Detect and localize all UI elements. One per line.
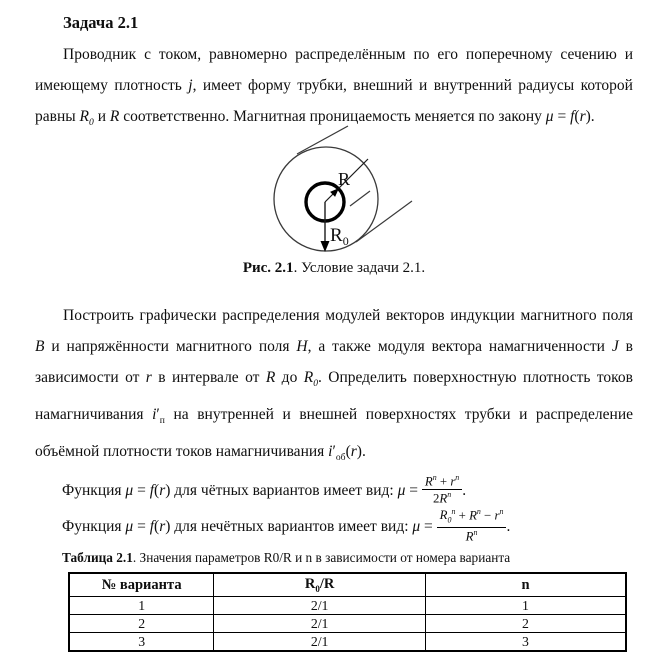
formula-odd-variants	[62, 509, 633, 545]
fraction-denominator: $R^n$	[465, 527, 478, 544]
problem-statement-paragraph: Проводник с током, равномерно распределённым по его поперечному сечению и имеющему плотность j, имеет форму трубки, внешний и внутренний радиусы которой равны $R_0$ и R соответственно. Магнитная проницаемость меняется по закону μ = f(r).	[35, 46, 633, 129]
page-title: Задача 2.1	[63, 13, 139, 32]
fraction-numerator: $R^n + r^n$	[422, 474, 462, 491]
formula-odd-prefix: Функция μ = f(r) для нечётных вариантов имеет вид: μ =	[62, 518, 437, 536]
header-variant-number: № варианта	[69, 573, 214, 597]
fraction-numerator: $R_0^n + R^n - r^n$	[437, 508, 507, 528]
table-caption	[62, 549, 633, 567]
figure-caption-number: Рис. 2.1	[242, 260, 294, 277]
tube-cross-section-figure	[240, 124, 430, 256]
fraction-denominator: $2R^n$	[432, 490, 452, 506]
formula-even-fraction	[422, 474, 462, 506]
header-radius-ratio: $R_0/R$	[214, 573, 426, 597]
outer-radius-circle	[274, 147, 378, 251]
cell-variant: 1	[69, 597, 214, 615]
figure-label-R0: $R_0$	[330, 225, 349, 249]
table-header-row	[69, 573, 626, 597]
cell-ratio: 2/1	[214, 615, 426, 633]
cell-n: 1	[425, 597, 626, 615]
formula-odd-fraction	[437, 508, 507, 543]
figure-caption	[35, 258, 633, 278]
header-n: n	[425, 573, 626, 597]
table-row	[69, 597, 626, 615]
cell-ratio: 2/1	[214, 633, 426, 652]
figure-label-R: R	[338, 169, 351, 190]
figure-caption-text: . Условие задачи 2.1.	[293, 260, 426, 277]
cell-ratio: 2/1	[214, 597, 426, 615]
table-caption-text: . Значения параметров R0/R и n в зависимости от номера варианта	[132, 550, 511, 566]
outer-cylinder-bottom-edge-line	[356, 201, 412, 242]
cell-variant: 2	[69, 615, 214, 633]
figure-2-1	[240, 124, 430, 256]
formula-odd-period: .	[506, 518, 511, 536]
variants-table	[68, 572, 627, 652]
table-row	[69, 615, 626, 633]
inner-bore-edge-line	[350, 191, 370, 206]
formula-even-period: .	[462, 482, 467, 500]
formula-even-variants	[62, 473, 633, 509]
cell-n: 3	[425, 633, 626, 652]
task-paragraph: Построить графически распределения модулей векторов индукции магнитного поля B и напряжённости магнитного поля H, а также модуля вектора намагниченности J в зависимости от r в интервале от R до $R_0$. Определить поверхностную плотность токов намагничивания $i'_п$ на внутренней и внешней поверхностях трубки и распределение объёмной плотности токов намагничивания $i'_{об}(r)$.	[35, 307, 634, 464]
table-row	[69, 633, 626, 652]
outer-cylinder-top-edge-line	[297, 126, 348, 154]
cell-variant: 3	[69, 633, 214, 652]
cell-n: 2	[425, 615, 626, 633]
table-caption-number: Таблица 2.1	[62, 550, 133, 566]
formula-even-prefix: Функция μ = f(r) для чётных вариантов имеет вид: μ =	[62, 482, 422, 500]
